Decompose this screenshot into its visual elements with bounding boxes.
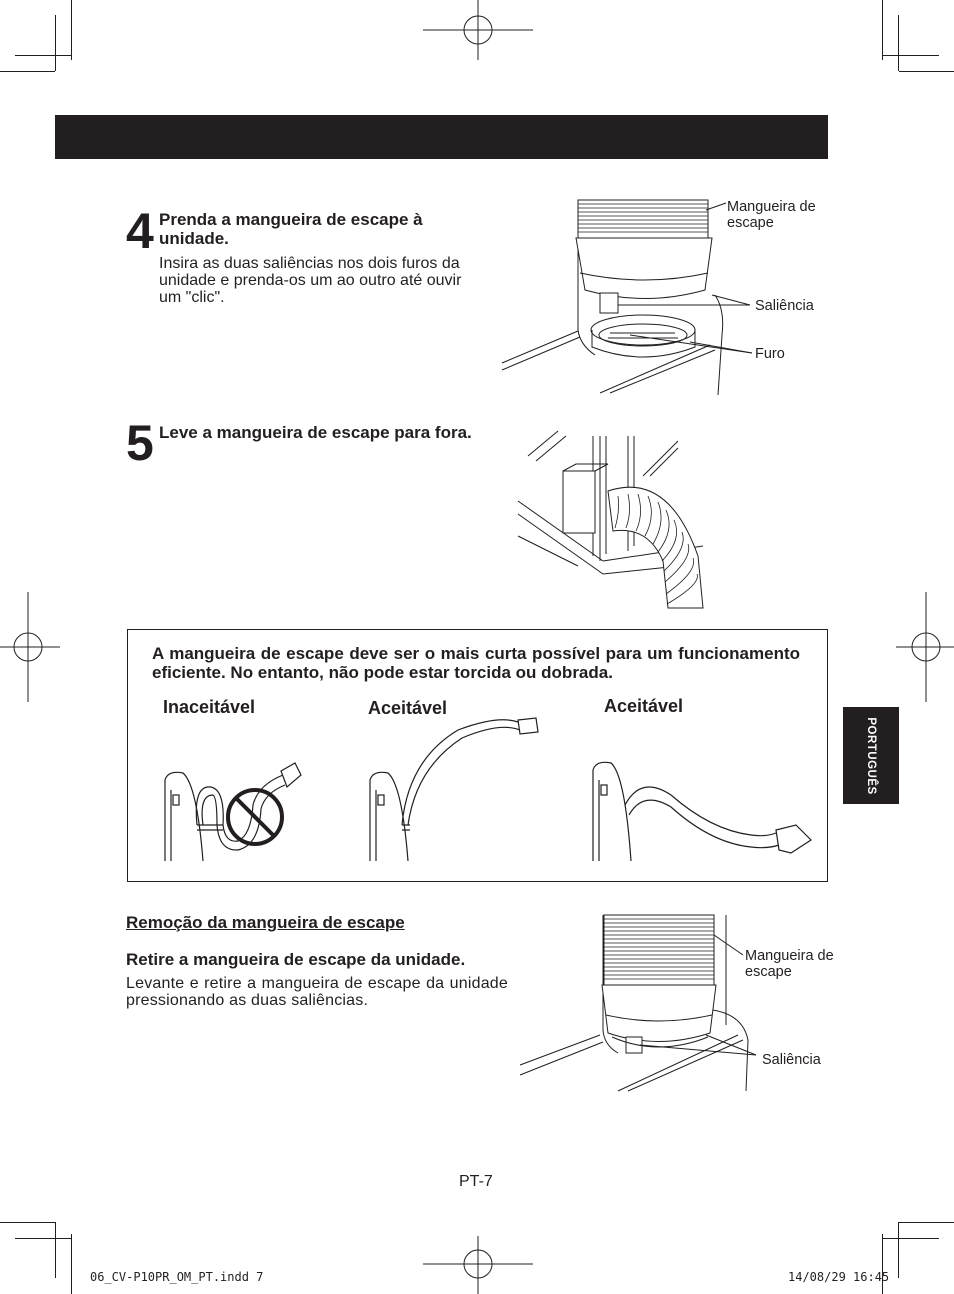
removal-heading: Remoção da mangueira de escape: [126, 913, 405, 932]
note-box: [127, 629, 828, 882]
figure-label-hose: Mangueira de escape: [727, 199, 816, 231]
step-4-title: Prenda a mangueira de escape à unidade.: [159, 210, 423, 248]
figure-label-hole: Furo: [755, 346, 785, 362]
step-4-body: Insira as duas saliências nos dois furos da unidade e prenda-os um ao outro até ouvir um "clic".: [159, 255, 462, 306]
removal-label-hose: Mangueira de escape: [745, 948, 834, 980]
figure-label-tab: Saliência: [755, 298, 814, 314]
label-acceptable-2: Aceitável: [604, 696, 684, 716]
removal-illustration: [518, 915, 748, 1095]
footer-datetime: 14/08/29 16:45: [788, 1270, 890, 1284]
registration-mark-left: [0, 592, 60, 702]
acceptable-hose-illustration-1: [368, 710, 558, 863]
language-tab-label: PORTUGUÊS: [865, 716, 877, 795]
registration-mark-bottom: [423, 1236, 533, 1294]
page-number: PT-7: [459, 1173, 493, 1190]
step-4-illustration: [500, 195, 740, 395]
language-tab: [843, 707, 899, 804]
header-bar: [55, 115, 828, 159]
label-unacceptable: Inaceitável: [163, 697, 256, 717]
step-5-illustration: [518, 436, 718, 611]
removal-label-tab: Saliência: [762, 1052, 821, 1068]
step-4-number: 4: [126, 203, 152, 259]
registration-mark-right: [896, 592, 954, 702]
footer-filename: 06_CV-P10PR_OM_PT.indd 7: [90, 1270, 264, 1284]
step-5-number: 5: [126, 415, 152, 471]
unacceptable-hose-illustration: [163, 745, 323, 863]
step-5-title: Leve a mangueira de escape para fora.: [159, 423, 472, 442]
note-text: A mangueira de escape deve ser o mais curta possível para um funcionamento eficiente. No entanto, não pode estar torcida ou dobrada.: [152, 644, 800, 682]
removal-body: Levante e retire a mangueira de escape da unidade pressionando as duas saliências.: [126, 975, 508, 1009]
label-acceptable-1: Aceitável: [368, 698, 448, 718]
removal-subheading: Retire a mangueira de escape da unidade.: [126, 950, 466, 969]
registration-mark-top: [423, 0, 533, 60]
acceptable-hose-illustration-2: [591, 755, 823, 863]
